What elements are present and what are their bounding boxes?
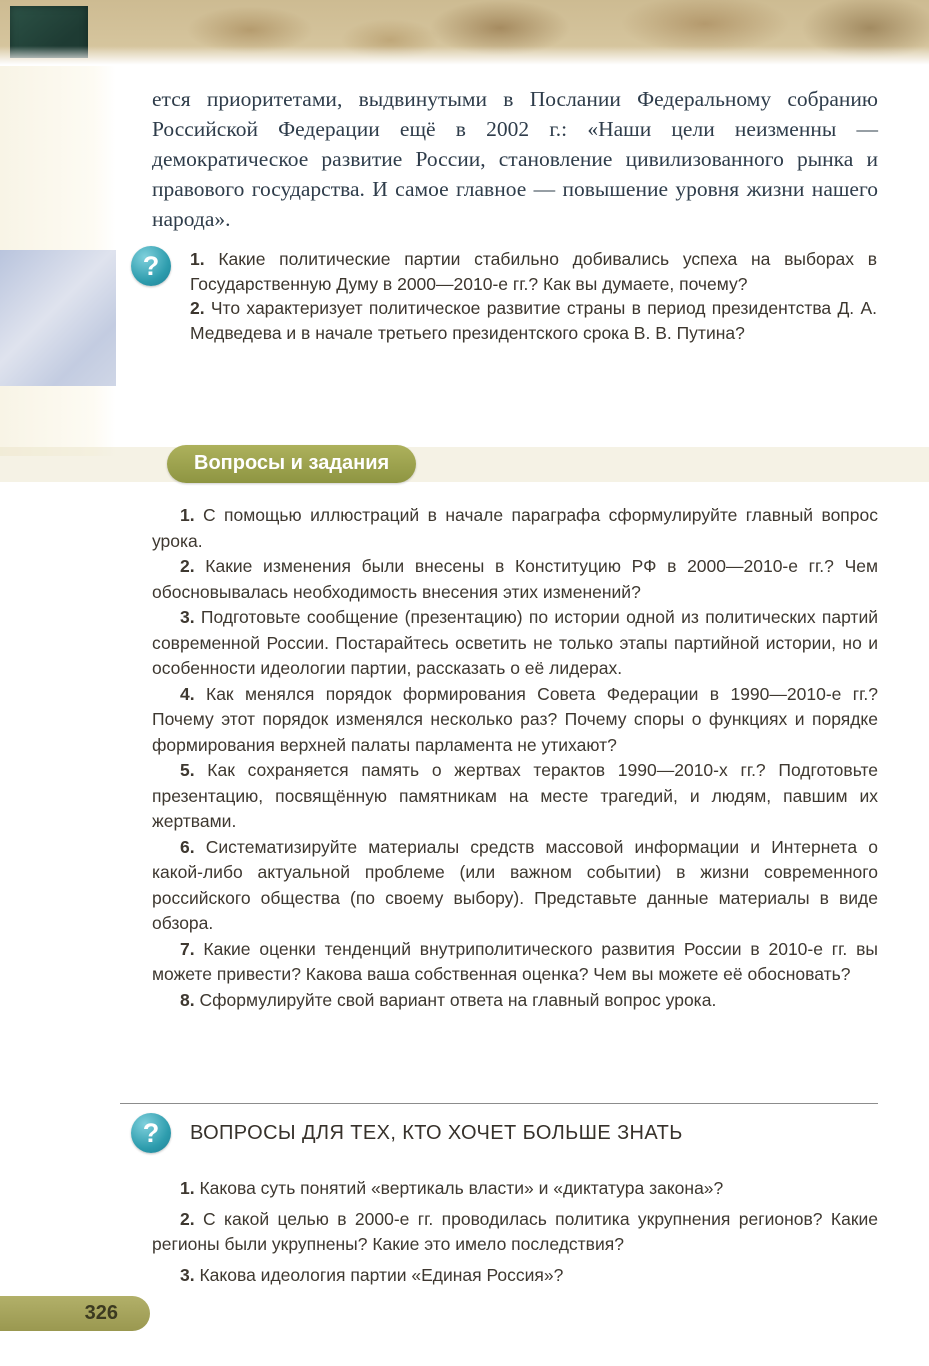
task-number: 3. <box>180 607 195 627</box>
task-item <box>152 835 878 937</box>
task-number: 6. <box>180 836 195 857</box>
more-question-item <box>152 1207 878 1258</box>
tasks-list <box>152 503 878 1013</box>
task-text: Систематизируйте материалы средств массовой информации и Интернета о какой-либо актуальной проблеме (или важном событии) в жизни современного российского общества (по своему выбору). Представьте данные материалы в виде обзора. <box>152 836 878 933</box>
more-questions-heading: ВОПРОСЫ ДЛЯ ТЕХ, КТО ХОЧЕТ БОЛЬШЕ ЗНАТЬ <box>190 1122 683 1144</box>
inline-questions-block <box>190 247 877 345</box>
question-text: С какой целью в 2000-е гг. проводилась политика укрупнения регионов? Какие регионы были укрупнены? Какие это имело последствия? <box>152 1208 878 1254</box>
question-number: 2. <box>180 1208 195 1229</box>
task-item <box>152 758 878 835</box>
top-decorative-band <box>0 0 929 66</box>
top-band-green-artwork <box>10 6 88 58</box>
task-text: Какие изменения были внесены в Конституцию РФ в 2000—2010-е гг.? Чем обосновывалась необходимость внесения этих изменений? <box>152 556 878 602</box>
more-questions-list <box>152 1176 878 1293</box>
task-item <box>152 988 878 1014</box>
more-question-item <box>152 1263 878 1289</box>
task-number: 2. <box>180 556 195 576</box>
question-text: Какие политические партии стабильно добивались успеха на выборах в Государственную Думу в 2000—2010-е гг.? Как вы думаете, почему? <box>190 249 877 294</box>
question-mark-icon <box>131 246 171 286</box>
page-number: 326 <box>84 1302 118 1324</box>
question-number: 1. <box>190 249 205 269</box>
task-number: 1. <box>180 505 195 525</box>
question-text: Какова идеология партии «Единая Россия»? <box>194 1264 564 1285</box>
task-number: 4. <box>180 683 195 704</box>
task-number: 8. <box>180 989 195 1010</box>
task-text: Какие оценки тенденций внутриполитического развития России в 2010-е гг. вы можете привести? Какова ваша собственная оценка? Чем вы можете её обосновать? <box>152 938 878 984</box>
task-number: 5. <box>180 760 195 780</box>
task-item <box>152 937 878 988</box>
section-divider <box>120 1103 878 1104</box>
task-text: С помощью иллюстраций в начале параграфа сформулируйте главный вопрос урока. <box>152 505 878 551</box>
question-number: 2. <box>190 298 205 318</box>
task-text: Подготовьте сообщение (презентацию) по истории одной из политических партий современной России. Постарайтесь осветить не только этапы партийной истории, но и особенности идеологии партии, рассказать о её лидерах. <box>152 607 878 678</box>
inline-question-item <box>190 296 877 345</box>
question-number: 1. <box>180 1178 195 1198</box>
question-glyph: ? <box>142 250 160 281</box>
question-number: 3. <box>180 1264 195 1285</box>
task-item <box>152 682 878 759</box>
task-text: Как сохраняется память о жертвах терактов 1990—2010-х гг.? Подготовьте презентацию, посвящённую памятникам на месте трагедий, и людям, павшим их жертвами. <box>152 760 878 831</box>
task-item <box>152 554 878 605</box>
task-item <box>152 605 878 682</box>
page-number-badge <box>0 1296 150 1331</box>
task-text: Сформулируйте свой вариант ответа на главный вопрос урока. <box>194 989 717 1010</box>
more-question-item <box>152 1176 878 1202</box>
section-badge-band <box>0 447 929 482</box>
task-item <box>152 503 878 554</box>
question-text: Что характеризует политическое развитие страны в период президентства Д. А. Медведева и в начале третьего президентского срока В. В. Путина? <box>190 298 877 343</box>
intro-paragraph: ется приоритетами, выдвинутыми в Послании Федеральному собранию Российской Федерации ещё в 2002 г.: «Наши цели неизменны — демократическое развитие России, становление цивилизованного рынка и правового государства. И самое главное — повышение уровня жизни нашего народа». <box>152 87 878 231</box>
question-glyph: ? <box>142 1117 160 1148</box>
task-text: Как менялся порядок формирования Совета Федерации в 1990—2010-е гг.? Почему этот порядок изменялся несколько раз? Почему споры о функциях и порядке формирования верхней палаты парламента не утихают? <box>152 683 878 755</box>
question-mark-icon <box>131 1113 171 1153</box>
question-text: Какова суть понятий «вертикаль власти» и «диктатура закона»? <box>194 1178 724 1198</box>
section-badge: Вопросы и задания <box>167 445 416 483</box>
task-number: 7. <box>180 938 195 959</box>
left-margin-photo-fragment <box>0 250 116 386</box>
inline-question-item <box>190 247 877 296</box>
